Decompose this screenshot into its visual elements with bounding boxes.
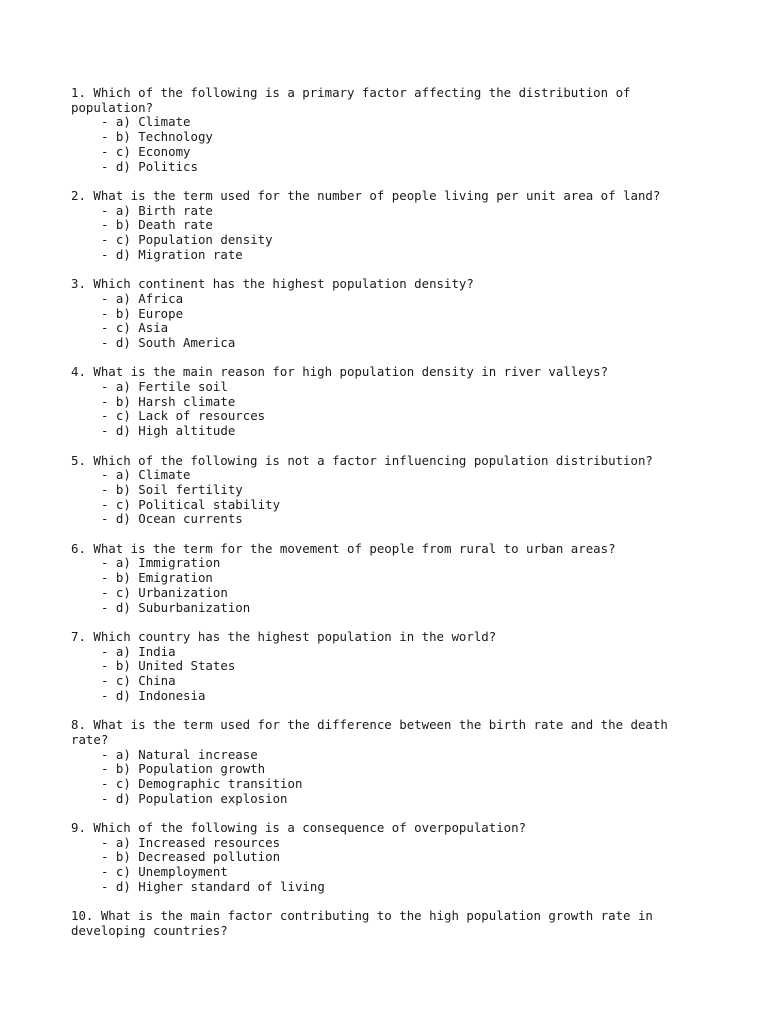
question-text: 4. What is the main reason for high population density in river valleys? bbox=[71, 364, 609, 380]
option-c: - c) Political stability bbox=[101, 496, 281, 512]
question-2 bbox=[71, 189, 691, 263]
option-d: - d) Higher standard of living bbox=[101, 878, 325, 894]
quiz-document bbox=[71, 86, 691, 953]
option-a: - a) Birth rate bbox=[101, 202, 213, 218]
question-7 bbox=[71, 630, 691, 704]
question-text: 5. Which of the following is not a factor influencing population distribution? bbox=[71, 452, 653, 468]
question-text: 8. What is the term used for the difference between the birth rate and the death rate? bbox=[71, 717, 676, 747]
option-b: - b) Technology bbox=[101, 129, 213, 145]
question-text: 7. Which country has the highest population in the world? bbox=[71, 628, 497, 644]
question-3 bbox=[71, 277, 691, 351]
option-b: - b) Soil fertility bbox=[101, 481, 243, 497]
option-c: - c) China bbox=[101, 673, 176, 689]
option-a: - a) Immigration bbox=[101, 555, 221, 571]
option-a: - a) Natural increase bbox=[101, 746, 258, 762]
option-c: - c) Population density bbox=[101, 232, 273, 248]
question-9 bbox=[71, 821, 691, 895]
option-b: - b) United States bbox=[101, 658, 236, 674]
option-a: - a) Climate bbox=[101, 467, 191, 483]
option-d: - d) Suburbanization bbox=[101, 599, 251, 615]
option-c: - c) Lack of resources bbox=[101, 408, 266, 424]
question-6 bbox=[71, 542, 691, 616]
option-d: - d) South America bbox=[101, 334, 236, 350]
question-text: 1. Which of the following is a primary factor affecting the distribution of population? bbox=[71, 85, 638, 115]
question-text: 10. What is the main factor contributing to the high population growth rate in developing countries? bbox=[71, 908, 661, 938]
question-text: 2. What is the term used for the number of people living per unit area of land? bbox=[71, 187, 661, 203]
option-b: - b) Death rate bbox=[101, 217, 213, 233]
option-d: - d) Migration rate bbox=[101, 246, 243, 262]
option-a: - a) India bbox=[101, 643, 176, 659]
option-b: - b) Harsh climate bbox=[101, 393, 236, 409]
question-text: 6. What is the term for the movement of people from rural to urban areas? bbox=[71, 540, 616, 556]
option-c: - c) Economy bbox=[101, 143, 191, 159]
question-10 bbox=[71, 909, 691, 938]
question-5 bbox=[71, 454, 691, 528]
option-b: - b) Decreased pollution bbox=[101, 849, 281, 865]
option-d: - d) High altitude bbox=[101, 423, 236, 439]
question-8 bbox=[71, 718, 691, 806]
option-d: - d) Indonesia bbox=[101, 687, 206, 703]
option-c: - c) Asia bbox=[101, 320, 169, 336]
option-d: - d) Ocean currents bbox=[101, 511, 243, 527]
option-b: - b) Population growth bbox=[101, 761, 266, 777]
option-b: - b) Europe bbox=[101, 305, 184, 321]
option-a: - a) Increased resources bbox=[101, 834, 281, 850]
question-text: 3. Which continent has the highest population density? bbox=[71, 276, 474, 292]
option-c: - c) Urbanization bbox=[101, 584, 228, 600]
option-d: - d) Politics bbox=[101, 158, 198, 174]
option-a: - a) Fertile soil bbox=[101, 379, 228, 395]
option-a: - a) Africa bbox=[101, 290, 184, 306]
option-b: - b) Emigration bbox=[101, 570, 213, 586]
question-1 bbox=[71, 86, 691, 174]
option-c: - c) Demographic transition bbox=[101, 775, 303, 791]
question-text: 9. Which of the following is a consequence of overpopulation? bbox=[71, 820, 527, 836]
option-c: - c) Unemployment bbox=[101, 864, 228, 880]
question-4 bbox=[71, 365, 691, 439]
option-a: - a) Climate bbox=[101, 114, 191, 130]
option-d: - d) Population explosion bbox=[101, 790, 288, 806]
